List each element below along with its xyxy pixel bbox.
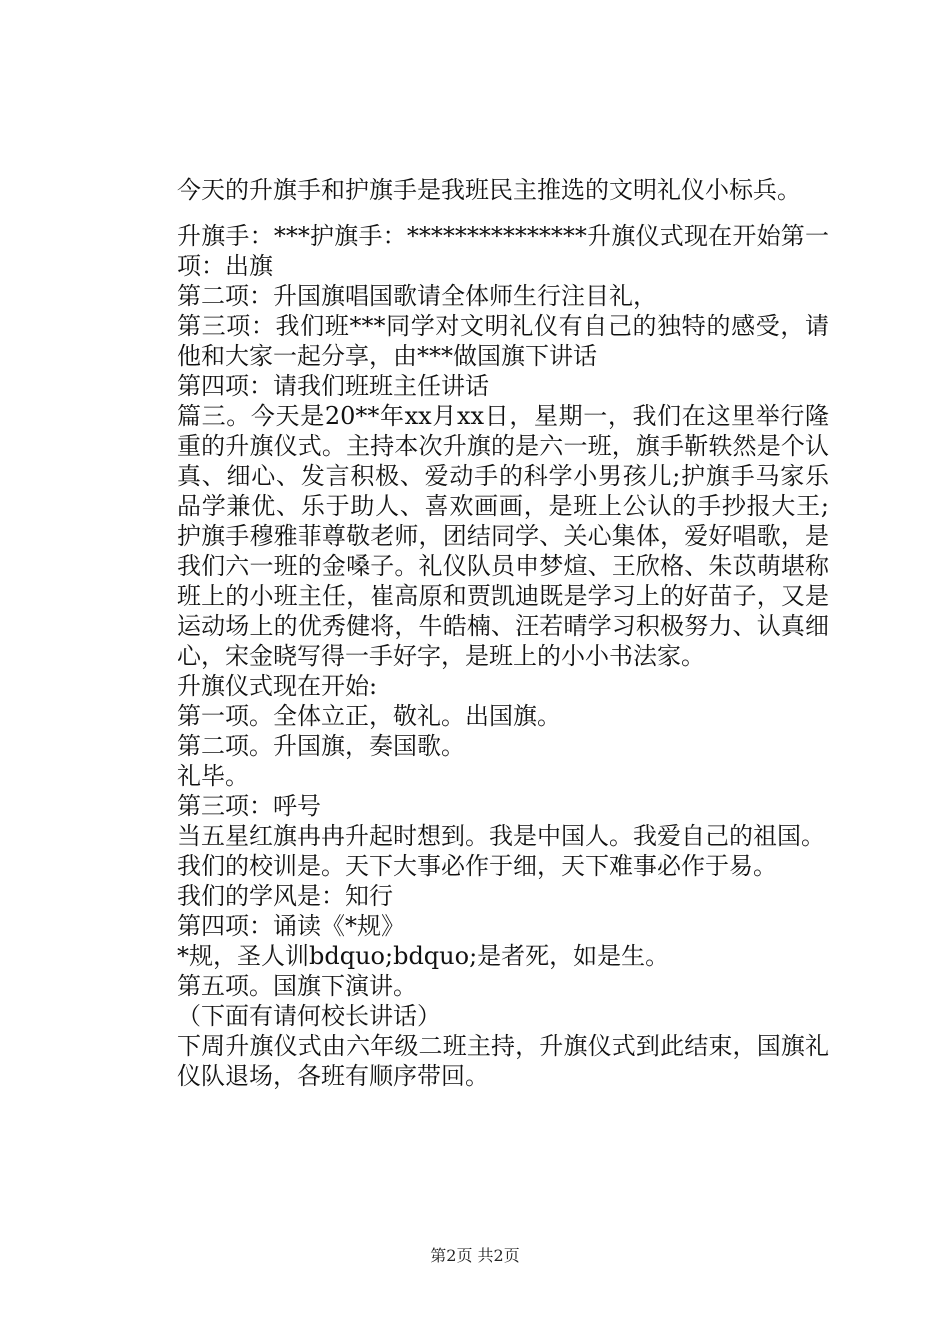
paragraph: 第二项：升国旗唱国歌请全体师生行注目礼， — [177, 282, 657, 310]
paragraph: （下面有请何校长讲话） — [177, 1002, 441, 1030]
paragraph: 升旗手：***护旗手：***************升旗仪式现在开始第一项：出旗 — [177, 222, 829, 280]
paragraph: 第五项。国旗下演讲。 — [177, 972, 417, 1000]
paragraph: 第四项：诵读《*规》 — [177, 912, 405, 940]
paragraph: 第一项。全体立正，敬礼。出国旗。 — [177, 702, 561, 730]
paragraph: 升旗仪式现在开始: — [177, 672, 378, 700]
paragraph: 第三项：呼号 — [177, 792, 321, 820]
paragraph: 下周升旗仪式由六年级二班主持，升旗仪式到此结束，国旗礼仪队退场，各班有顺序带回。 — [177, 1032, 829, 1090]
paragraph: 礼毕。 — [177, 762, 249, 790]
paragraph: 第三项：我们班***同学对文明礼仪有自己的独特的感受，请他和大家一起分享，由***做国旗下讲话 — [177, 312, 829, 370]
page-footer: 第2页 共2页 — [430, 1246, 520, 1265]
paragraph: 篇三。今天是20**年xx月xx日，星期一，我们在这里举行隆重的升旗仪式。主持本次升旗的是六一班，旗手靳轶然是个认真、细心、发言积极、爱动手的科学小男孩儿;护旗手马家乐品学兼优、乐于助人、喜欢画画，是班上公认的手抄报大王;护旗手穆雅菲尊敬老师，团结同学、关心集体，爱好唱歌，是我们六一班的金嗓子。礼仪队员申梦煊、王欣格、朱苡萌堪称班上的小班主任，崔高原和贾凯迪既是学习上的好苗子，又是运动场上的优秀健将，牛皓楠、汪若晴学习积极努力、认真细心，宋金晓写得一手好字，是班上的小小书法家。 — [177, 402, 829, 670]
paragraph: 我们的学风是：知行 — [177, 882, 393, 910]
paragraph: 第二项。升国旗，奏国歌。 — [177, 732, 465, 760]
paragraph: *规，圣人训bdquo;bdquo;是者死，如是生。 — [177, 942, 670, 970]
paragraph: 当五星红旗冉冉升起时想到。我是中国人。我爱自己的祖国。 — [177, 822, 825, 850]
paragraph: 我们的校训是。天下大事必作于细，天下难事必作于易。 — [177, 852, 777, 880]
paragraph: 今天的升旗手和护旗手是我班民主推选的文明礼仪小标兵。 — [177, 176, 801, 204]
body-text — [129, 175, 829, 1091]
paragraph: 第四项：请我们班班主任讲话 — [177, 372, 489, 400]
